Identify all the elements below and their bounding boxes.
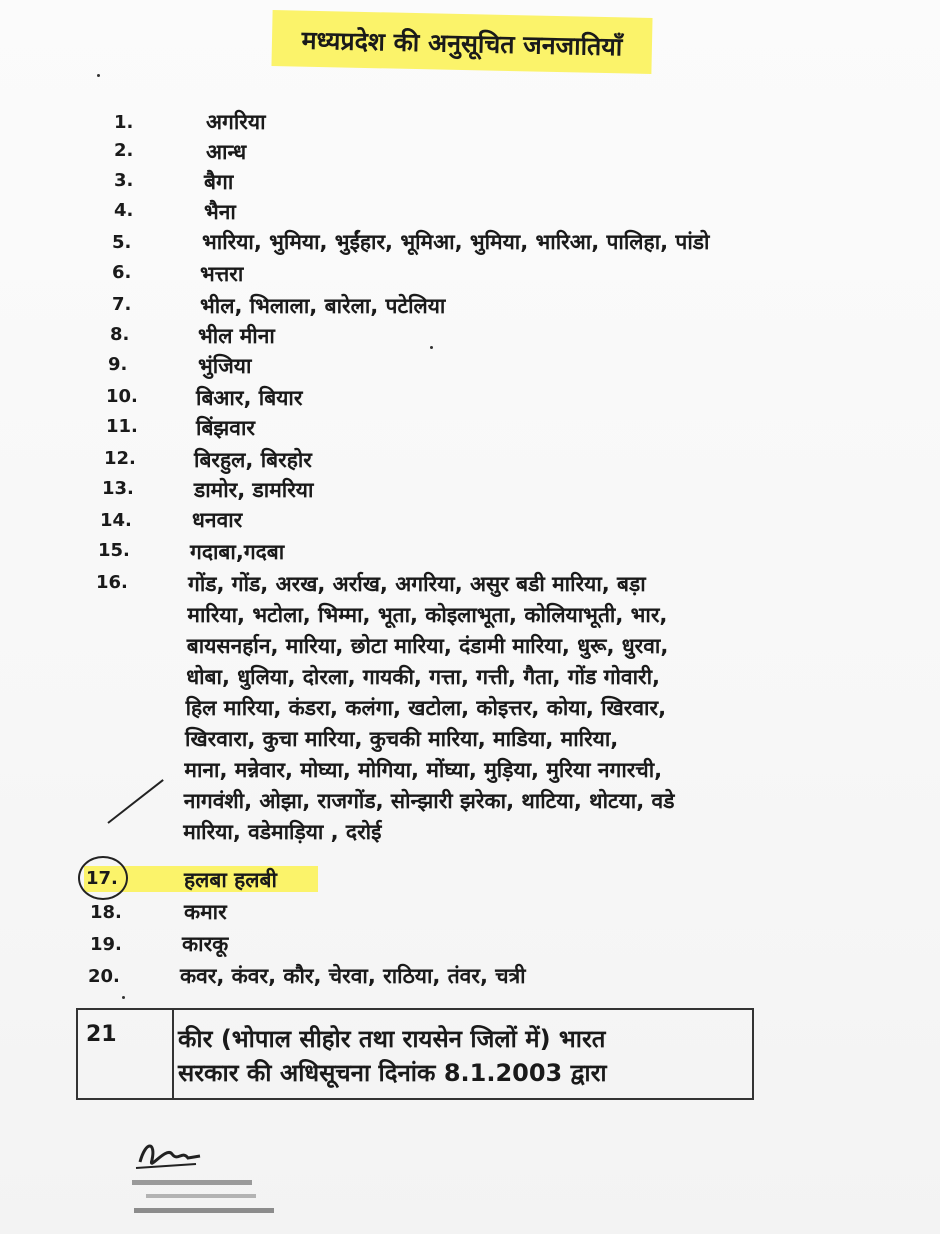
- item-21-line-2: सरकार की अधिसूचना दिनांक 8.1.2003 द्वारा: [178, 1059, 607, 1087]
- item-text: भुंजिया: [198, 354, 252, 378]
- item-text: गदाबा,गदबा: [190, 540, 285, 564]
- item-number: 13.: [102, 478, 134, 499]
- item-text-line: माना, मन्नेवार, मोघ्या, मोगिया, मोंघ्या, मुड़िया, मुरिया नगारची,: [184, 758, 663, 782]
- item-number: 14.: [100, 510, 132, 531]
- item-number: 1.: [114, 112, 134, 133]
- item-text: बिआर, बियार: [196, 386, 303, 410]
- item-text-line: हिल मारिया, कंडरा, कलंगा, खटोला, कोइत्तर, कोया, खिरवार,: [185, 696, 667, 720]
- tick-mark: [107, 779, 163, 824]
- speck: [430, 346, 433, 349]
- item-text: धनवार: [192, 508, 243, 532]
- item-number: 5.: [112, 232, 132, 253]
- item-number: 17.: [86, 868, 118, 889]
- item-text: हलबा हलबी: [184, 868, 277, 892]
- item-number: 16.: [96, 572, 128, 593]
- item-text: बिंझवार: [196, 416, 256, 440]
- item-number: 12.: [104, 448, 136, 469]
- item-text: आन्ध: [206, 140, 247, 164]
- title-highlight: [272, 14, 652, 70]
- item-number: 20.: [88, 966, 120, 987]
- item-text: भील मीना: [198, 324, 275, 348]
- item-text: कारकू: [182, 932, 229, 956]
- item-number: 7.: [112, 294, 132, 315]
- item-number: 18.: [90, 902, 122, 923]
- item-21-line-1: कीर (भोपाल सीहोर तथा रायसेन जिलों में) भारत: [178, 1025, 606, 1053]
- item-number: 2.: [114, 140, 134, 161]
- item-text-line: मारिया, वडेमाड़िया , दरोई: [183, 820, 382, 844]
- item-text: कमार: [184, 900, 227, 924]
- page-title: मध्यप्रदेश की अनुसूचित जनजातियाँ: [301, 25, 623, 62]
- item-text-line: मारिया, भटोला, भिम्मा, भूता, कोइलाभूता, कोलियाभूती, भार,: [187, 603, 668, 627]
- item-text: भारिया, भुमिया, भुईंहार, भूमिआ, भुमिया, भारिआ, पालिहा, पांडो: [202, 230, 710, 254]
- item-text: भत्तरा: [200, 262, 244, 286]
- signature-stamp: [126, 1132, 306, 1222]
- item-number: 3.: [114, 170, 134, 191]
- item-number: 11.: [106, 416, 138, 437]
- item-number: 9.: [108, 354, 128, 375]
- item-text: भील, भिलाला, बारेला, पटेलिया: [200, 294, 446, 318]
- item-text-line: बायसनर्हान, मारिया, छोटा मारिया, दंडामी मारिया, धुरू, धुरवा,: [186, 634, 669, 658]
- item-text-line: गोंड, गोंड, अरख, अर्राख, अगरिया, असुर बडी मारिया, बड़ा: [188, 572, 646, 596]
- item-number: 4.: [114, 200, 134, 221]
- item-number: 6.: [112, 262, 132, 283]
- item-text: डामोर, डामरिया: [194, 478, 314, 502]
- speck: [122, 996, 125, 999]
- speck: [97, 74, 100, 77]
- item-number: 15.: [98, 540, 130, 561]
- item-text-line: धोबा, धुलिया, दोरला, गायकी, गत्ता, गत्ती, गैता, गोंड गोवारी,: [186, 665, 661, 689]
- item-text: अगरिया: [206, 110, 266, 134]
- item-number: 8.: [110, 324, 130, 345]
- item-number: 19.: [90, 934, 122, 955]
- box-divider: [172, 1010, 174, 1098]
- item-text: भैना: [204, 200, 236, 224]
- item-text-line: नागवंशी, ओझा, राजगोंड, सोन्झारी झरेका, थाटिया, थोटया, वडे: [183, 789, 675, 813]
- item-21-number: 21: [86, 1022, 117, 1047]
- item-text: कवर, कंवर, कौर, चेरवा, राठिया, तंवर, चत्री: [180, 964, 526, 988]
- item-number: 10.: [106, 386, 138, 407]
- item-text: बिरहुल, बिरहोर: [194, 448, 312, 472]
- item-text: बैगा: [204, 170, 234, 194]
- item-text-line: खिरवारा, कुचा मारिया, कुचकी मारिया, माडिया, मारिया,: [185, 727, 619, 751]
